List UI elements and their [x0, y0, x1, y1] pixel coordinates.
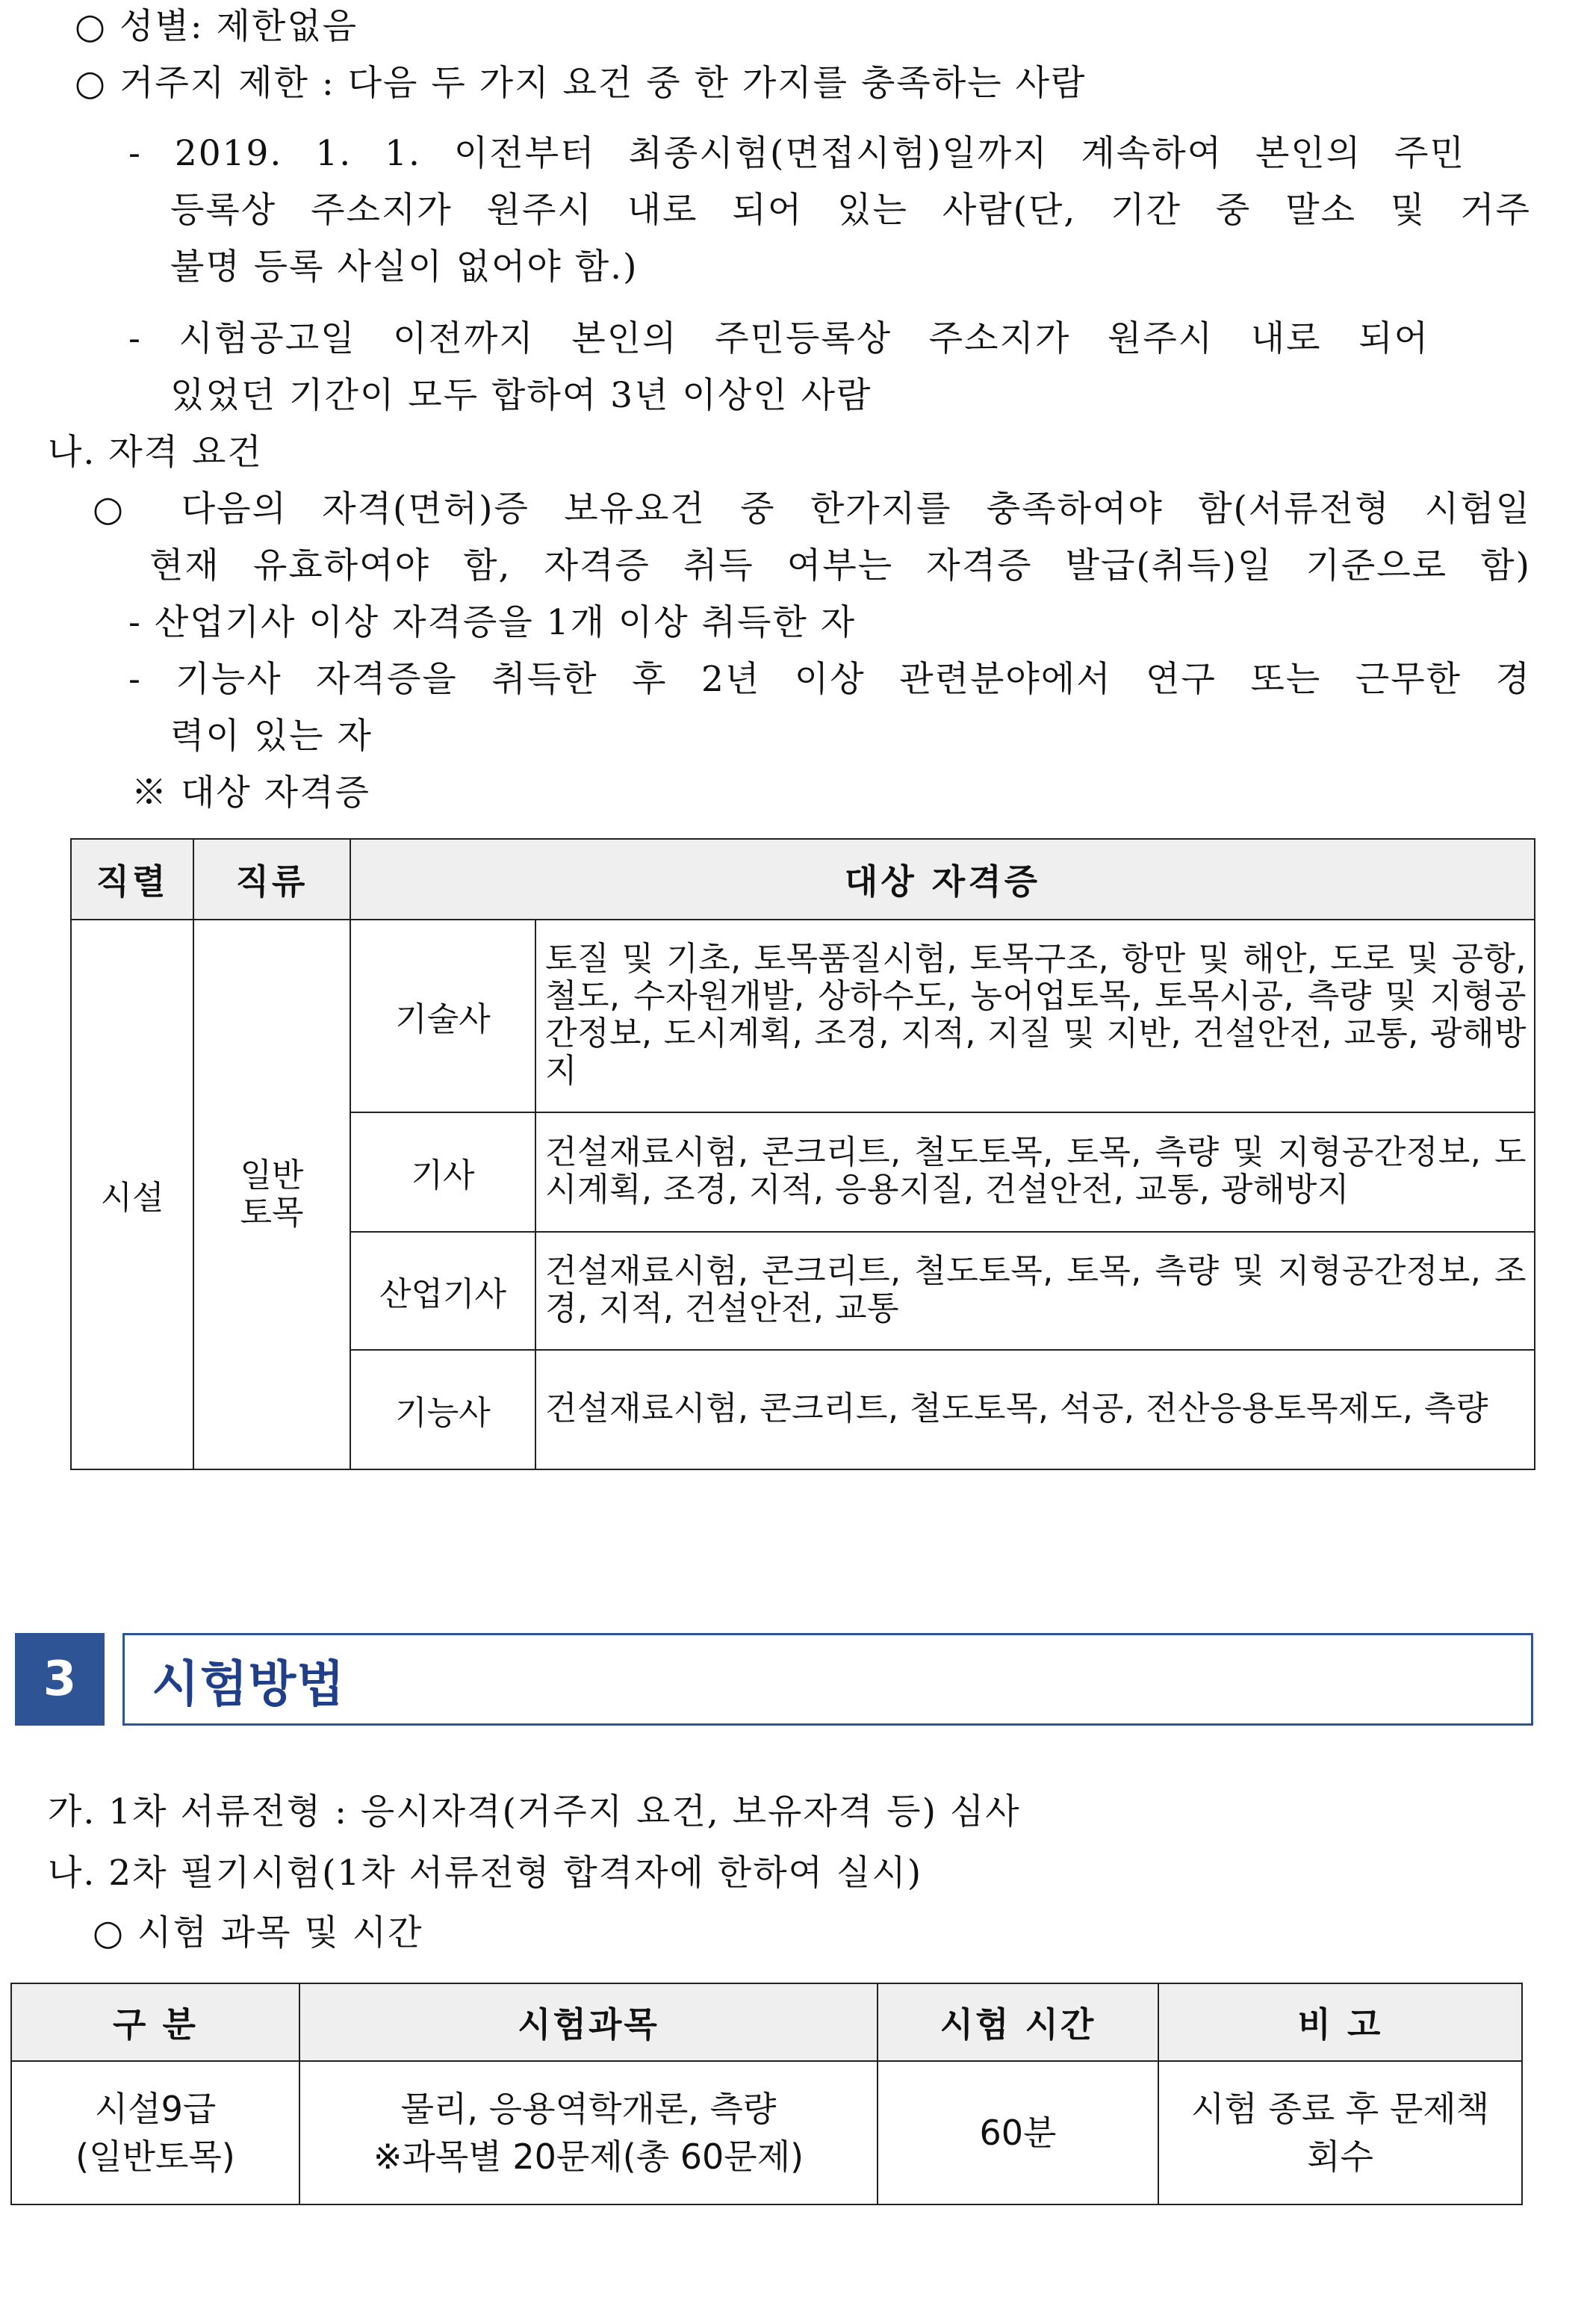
- exam-subjects-label: ○ 시험 과목 및 시간: [93, 1912, 423, 1953]
- qualification-intro-line1: ○ 다음의 자격(면허)증 보유요건 중 한가지를 충족하여야 함(서류전형 시험일: [93, 489, 1531, 530]
- series-cell: 시설: [71, 920, 193, 1469]
- certificates-cell: 건설재료시험, 콘크리트, 철도토목, 석공, 전산응용토목제도, 측량: [535, 1350, 1535, 1469]
- header-series: 직렬: [71, 839, 193, 920]
- level-cell: 기사: [350, 1112, 535, 1232]
- residence-req-1-line2: 등록상 주소지가 원주시 내로 되어 있는 사람(단, 기간 중 말소 및 거주: [170, 190, 1531, 231]
- level-cell: 기술사: [350, 920, 535, 1112]
- residence-req-1-line1: - 2019. 1. 1. 이전부터 최종시험(면접시험)일까지 계속하여 본인의 주민: [128, 133, 1465, 174]
- header-subjects: 시험과목: [299, 1983, 878, 2061]
- level-cell: 기능사: [350, 1350, 535, 1469]
- residence-req-1-line3: 불명 등록 사실이 없어야 함.): [170, 247, 639, 288]
- qualification-heading: 나. 자격 요건: [48, 432, 263, 473]
- qualification-req-2-line2: 력이 있는 자: [170, 716, 373, 757]
- division-line1: 시설9급: [94, 2089, 217, 2129]
- residence-condition: ○ 거주지 제한 : 다음 두 가지 요건 중 한 가지를 충족하는 사람: [75, 63, 1087, 104]
- exam-step-1: 가. 1차 서류전형 : 응시자격(거주지 요건, 보유자격 등) 심사: [48, 1791, 1021, 1832]
- gender-condition: ○ 성별: 제한없음: [75, 6, 358, 47]
- header-target-certificates: 대상 자격증: [350, 839, 1535, 920]
- division-line2: (일반토목): [75, 2136, 235, 2177]
- category-cell: [193, 920, 350, 1469]
- subjects-line1: 물리, 응용역학개론, 측량: [400, 2089, 777, 2129]
- target-certificates-label: ※ 대상 자격증: [131, 772, 370, 814]
- header-category: 직류: [193, 839, 350, 920]
- section-title-box: [122, 1633, 1533, 1726]
- remarks-cell: [1158, 2061, 1522, 2204]
- subjects-line2: ※과목별 20문제(총 60문제): [373, 2136, 804, 2177]
- header-exam-time: 시험 시간: [878, 1983, 1158, 2061]
- level-cell: 산업기사: [350, 1232, 535, 1350]
- residence-req-2-line1: - 시험공고일 이전까지 본인의 주민등록상 주소지가 원주시 내로 되어: [128, 318, 1429, 359]
- remarks-line1: 시험 종료 후 문제책: [1190, 2089, 1490, 2129]
- header-division: 구 분: [11, 1983, 299, 2061]
- qualification-req-1: - 산업기사 이상 자격증을 1개 이상 취득한 자: [128, 602, 857, 643]
- qualification-req-2-line1: - 기능사 자격증을 취득한 후 2년 이상 관련분야에서 연구 또는 근무한 경: [128, 659, 1531, 700]
- qualification-intro-line2: 현재 유효하여야 함, 자격증 취득 여부는 자격증 발급(취득)일 기준으로 함): [149, 545, 1531, 586]
- division-cell: [11, 2061, 299, 2204]
- category-line2: 토목: [240, 1194, 304, 1232]
- qualification-table: [70, 838, 1535, 1470]
- exam-step-2: 나. 2차 필기시험(1차 서류전형 합격자에 한하여 실시): [48, 1853, 923, 1894]
- remarks-line2: 회수: [1307, 2136, 1373, 2177]
- section-number-badge: 3: [15, 1633, 105, 1726]
- certificates-cell: 건설재료시험, 콘크리트, 철도토목, 토목, 측량 및 지형공간정보, 조경, 지적, 건설안전, 교통: [535, 1232, 1535, 1350]
- subjects-cell: [299, 2061, 878, 2204]
- category-line1: 일반: [240, 1156, 304, 1194]
- exam-table: [10, 1983, 1523, 2205]
- certificates-cell: 토질 및 기초, 토목품질시험, 토목구조, 항만 및 해안, 도로 및 공항, 철도, 수자원개발, 상하수도, 농어업토목, 토목시공, 측량 및 지형공간정보, 도시계획, 조경, 지적, 지질 및 지반, 건설안전, 교통, 광해방지: [535, 920, 1535, 1112]
- section-title: 시험방법: [152, 1655, 346, 1713]
- residence-req-2-line2: 있었던 기간이 모두 합하여 3년 이상인 사람: [170, 375, 872, 416]
- exam-time-cell: 60분: [878, 2061, 1158, 2204]
- header-remarks: 비 고: [1158, 1983, 1522, 2061]
- certificates-cell: 건설재료시험, 콘크리트, 철도토목, 토목, 측량 및 지형공간정보, 도시계획, 조경, 지적, 응용지질, 건설안전, 교통, 광해방지: [535, 1112, 1535, 1232]
